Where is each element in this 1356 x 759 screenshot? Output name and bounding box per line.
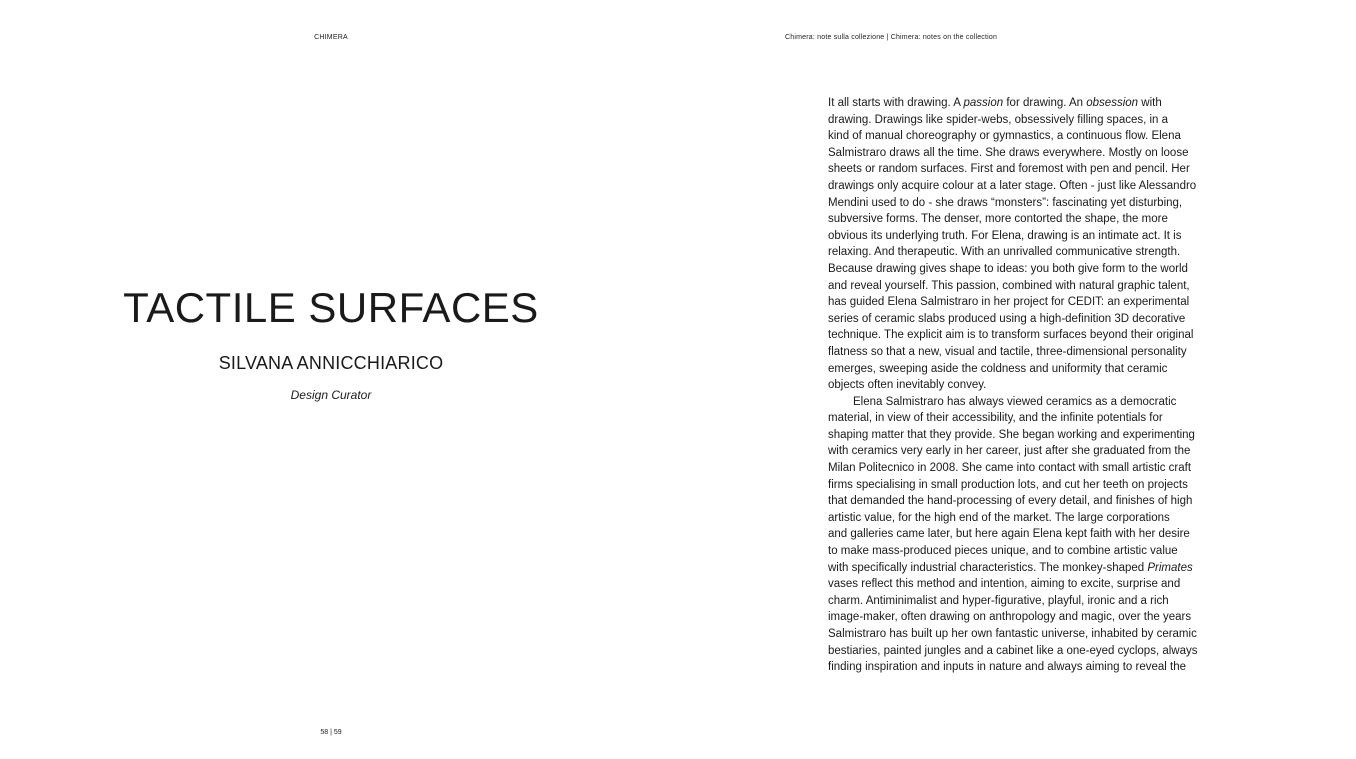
body-line (828, 443, 1228, 460)
body-line (828, 294, 1228, 311)
body-line (828, 327, 1228, 344)
emphasis-text: Primates (1147, 561, 1193, 574)
text-segment: It all starts with drawing. A (828, 97, 964, 109)
author-name: SILVANA ANNICCHIARICO (218, 353, 444, 373)
text-segment: relaxing. And therapeutic. With an unrivalled communicative strength. (828, 246, 1181, 259)
body-line (828, 643, 1228, 660)
text-segment: Because drawing gives shape to ideas: you both give form to the world (828, 262, 1188, 275)
text-segment: that demanded the hand-processing of every detail, and finishes of high (828, 495, 1193, 508)
body-line (828, 344, 1228, 361)
text-segment: bestiaries, painted jungles and a cabinet like a one-eyed cyclops, always (828, 644, 1198, 657)
text-segment: with (1138, 97, 1162, 109)
text-segment: shaping matter that they provide. She began working and experimenting (828, 428, 1195, 441)
text-segment: and reveal yourself. This passion, combined with natural graphic talent, (828, 279, 1190, 292)
body-line (828, 95, 1228, 112)
body-line (828, 361, 1228, 378)
text-segment: technique. The explicit aim is to transform surfaces beyond their original (828, 329, 1194, 342)
text-segment: with specifically industrial characteristics. The monkey-shaped (828, 561, 1148, 574)
body-line (828, 161, 1228, 178)
text-segment: with ceramics very early in her career, just after she graduated from the (828, 445, 1191, 458)
text-segment: for drawing. An (1003, 97, 1087, 109)
body-line (828, 278, 1228, 295)
body-line (828, 311, 1228, 328)
text-segment: artistic value, for the high end of the market. The large corporations (828, 511, 1170, 524)
text-segment: firms specialising in small production lots, and cut her teeth on projects (828, 478, 1188, 491)
body-line (828, 576, 1228, 593)
body-line (828, 659, 1228, 676)
text-segment: objects often inevitably convey. (828, 379, 987, 392)
body-line (828, 112, 1228, 129)
body-line (828, 543, 1228, 560)
body-line (828, 493, 1228, 510)
text-segment: Milan Politecnico in 2008. She came into contact with small artistic craft (828, 462, 1192, 475)
text-segment: Mendini used to do - she draws “monsters”: fascinating yet disturbing, (828, 196, 1183, 209)
title-block (0, 284, 662, 402)
text-segment: and galleries came later, but here again Elena kept faith with her desire (828, 528, 1190, 541)
running-head-right: Chimera: note sulla collezione | Chimera: notes on the collection (785, 34, 998, 41)
text-segment: flatness so that a new, visual and tactile, three-dimensional personality (828, 345, 1187, 358)
text-segment: charm. Antiminimalist and hyper-figurative, playful, ironic and a rich (828, 594, 1169, 607)
body-line (828, 427, 1228, 444)
body-line (828, 377, 1228, 394)
body-line (828, 626, 1228, 643)
text-segment: vases reflect this method and intention, aiming to excite, surprise and (828, 578, 1181, 591)
text-segment: Salmistraro has built up her own fantastic universe, inhabited by ceramic (828, 628, 1197, 640)
body-line (828, 178, 1228, 195)
body-line (828, 261, 1228, 278)
body-line (828, 609, 1228, 626)
body-line (828, 195, 1228, 212)
body-line (828, 128, 1228, 145)
text-segment: kind of manual choreography or gymnastics, a continuous flow. Elena (828, 130, 1181, 143)
text-segment: material, in view of their accessibility, and the infinite potentials for (828, 412, 1163, 425)
body-line (828, 510, 1228, 527)
text-segment: to make mass-produced pieces unique, and to combine artistic value (828, 545, 1178, 558)
text-segment: drawing. Drawings like spider-webs, obsessively filling spaces, in a (828, 113, 1169, 126)
body-line (828, 211, 1228, 228)
article-title: TACTILE SURFACES (123, 284, 539, 331)
text-segment: has guided Elena Salmistraro in her project for CEDIT: an experimental (828, 296, 1190, 309)
text-segment: Salmistraro draws all the time. She draws everywhere. Mostly on loose (828, 146, 1189, 159)
emphasis-text: passion (963, 97, 1004, 109)
emphasis-text: obsession (1086, 97, 1139, 109)
body-line (828, 145, 1228, 162)
text-segment: emerges, sweeping aside the coldness and uniformity that ceramic (828, 362, 1168, 375)
text-segment: drawings only acquire colour at a later stage. Often - just like Alessandro (828, 179, 1197, 192)
body-line (828, 460, 1228, 477)
body-line (828, 593, 1228, 610)
body-line (828, 394, 1228, 411)
body-line (828, 526, 1228, 543)
body-text (828, 95, 1228, 676)
page-numbers: 58 | 59 (320, 729, 342, 736)
text-segment: sheets or random surfaces. First and foremost with pen and pencil. Her (828, 163, 1190, 176)
text-segment: finding inspiration and inputs in nature and always aiming to reveal the (828, 661, 1186, 674)
text-segment: obvious its underlying truth. For Elena, drawing is an intimate act. It is (828, 229, 1182, 242)
text-segment: image-maker, often drawing on anthropology and magic, over the years (828, 611, 1192, 624)
text-segment: subversive forms. The denser, more contorted the shape, the more (828, 213, 1168, 226)
author-role: Design Curator (290, 388, 372, 402)
text-segment: series of ceramic slabs produced using a high-definition 3D decorative (828, 312, 1186, 325)
body-line (828, 477, 1228, 494)
body-line (828, 410, 1228, 427)
body-line (828, 244, 1228, 261)
body-line (828, 560, 1228, 577)
text-segment: Elena Salmistraro has always viewed ceramics as a democratic (853, 395, 1177, 408)
body-line (828, 228, 1228, 245)
running-head-left: CHIMERA (314, 34, 348, 41)
